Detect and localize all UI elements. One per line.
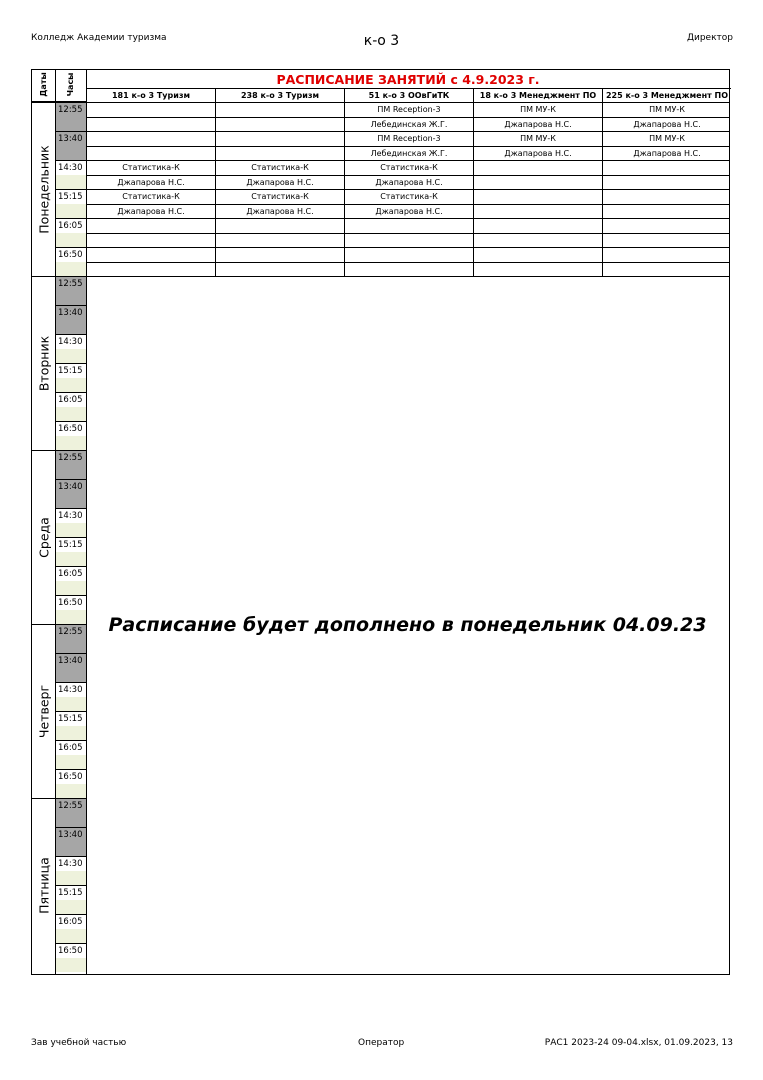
table-cell: Лебединская Ж.Г. xyxy=(344,118,473,132)
table-cell: Лебединская Ж.Г. xyxy=(344,147,473,161)
slot-shade xyxy=(55,320,86,334)
slot-shade xyxy=(55,465,86,479)
slot-shade xyxy=(55,726,86,740)
deputy-label: Зав учебной частью xyxy=(31,1038,127,1048)
slot-shade xyxy=(55,581,86,595)
time-label: 15:15 xyxy=(58,714,83,724)
table-cell: Джапарова Н.С. xyxy=(602,118,731,132)
dates-header: Даты xyxy=(39,72,48,97)
slot-shade xyxy=(55,349,86,363)
table-cell xyxy=(473,219,602,233)
hours-header: Часы xyxy=(66,72,75,97)
table-cell xyxy=(86,118,215,132)
time-label: 12:55 xyxy=(58,627,83,637)
day-cell xyxy=(32,624,55,798)
table-cell xyxy=(473,248,602,262)
time-slot xyxy=(55,856,86,885)
time-label: 13:40 xyxy=(58,308,83,318)
time-slot xyxy=(55,653,86,682)
table-cell xyxy=(473,234,602,248)
table-cell xyxy=(473,263,602,277)
time-slot xyxy=(55,914,86,943)
slot-shade xyxy=(55,784,86,798)
table-cell: Статистика-К xyxy=(344,190,473,204)
table-cell xyxy=(86,234,215,248)
slot-shade xyxy=(55,523,86,537)
table-cell xyxy=(86,248,215,262)
table-cell xyxy=(473,176,602,190)
table-cell xyxy=(473,205,602,219)
table-cell: ПМ МУ-К xyxy=(473,103,602,117)
time-label: 15:15 xyxy=(58,888,83,898)
slot-shade xyxy=(55,146,86,160)
table-cell: Джапарова Н.С. xyxy=(86,176,215,190)
time-slot xyxy=(55,595,86,624)
table-cell: ПМ МУ-К xyxy=(602,103,731,117)
time-slot xyxy=(55,305,86,334)
slot-shade xyxy=(55,552,86,566)
time-label: 14:30 xyxy=(58,337,83,347)
table-cell xyxy=(602,190,731,204)
table-row xyxy=(86,175,729,190)
time-slot xyxy=(55,682,86,711)
table-cell xyxy=(473,190,602,204)
divider xyxy=(55,70,56,974)
schedule-title: РАСПИСАНИЕ ЗАНЯТИЙ с 4.9.2023 г. xyxy=(276,72,540,87)
time-label: 16:50 xyxy=(58,250,83,260)
dates-header-cell xyxy=(32,70,55,102)
table-cell xyxy=(602,219,731,233)
time-slot xyxy=(55,711,86,740)
time-label: 16:05 xyxy=(58,221,83,231)
time-label: 12:55 xyxy=(58,801,83,811)
slot-shade xyxy=(55,291,86,305)
table-cell xyxy=(344,263,473,277)
slot-shade xyxy=(55,262,86,276)
slot-shade xyxy=(55,871,86,885)
table-cell: Джапарова Н.С. xyxy=(602,147,731,161)
table-row xyxy=(86,117,729,132)
table-cell: Статистика-К xyxy=(86,161,215,175)
table-cell xyxy=(602,176,731,190)
table-row xyxy=(86,247,729,262)
time-slot xyxy=(55,943,86,972)
table-row xyxy=(86,233,729,248)
day-cell xyxy=(32,450,55,624)
time-slot xyxy=(55,624,86,653)
time-slot xyxy=(55,450,86,479)
hours-header-cell xyxy=(55,70,86,102)
day-cell xyxy=(32,276,55,450)
day-label: Вторник xyxy=(36,335,51,392)
table-cell: Статистика-К xyxy=(86,190,215,204)
table-cell xyxy=(473,161,602,175)
operator-label: Оператор xyxy=(358,1038,405,1048)
group-header: 18 к-о 3 Менеджмент ПО xyxy=(473,88,602,102)
time-label: 16:50 xyxy=(58,598,83,608)
time-label: 16:05 xyxy=(58,917,83,927)
day-cell xyxy=(32,102,55,276)
time-label: 16:05 xyxy=(58,395,83,405)
slot-shade xyxy=(55,407,86,421)
table-cell xyxy=(344,234,473,248)
time-label: 15:15 xyxy=(58,540,83,550)
time-label: 16:50 xyxy=(58,424,83,434)
time-slot xyxy=(55,740,86,769)
building-label: к-о 3 xyxy=(363,33,400,49)
time-label: 12:55 xyxy=(58,279,83,289)
time-slot xyxy=(55,102,86,131)
group-header: 238 к-о 3 Туризм xyxy=(215,88,344,102)
day-label: Среда xyxy=(36,517,51,558)
time-label: 14:30 xyxy=(58,859,83,869)
slot-shade xyxy=(55,697,86,711)
notice-text: Расписание будет дополнено в понедельник 04.09.23 xyxy=(108,614,707,636)
group-header: 181 к-о 3 Туризм xyxy=(86,88,215,102)
time-slot xyxy=(55,479,86,508)
table-cell: Джапарова Н.С. xyxy=(86,205,215,219)
table-cell xyxy=(602,248,731,262)
table-cell xyxy=(215,219,344,233)
time-slot xyxy=(55,334,86,363)
table-cell xyxy=(215,118,344,132)
day-label: Пятница xyxy=(36,857,51,914)
time-label: 13:40 xyxy=(58,656,83,666)
time-label: 14:30 xyxy=(58,685,83,695)
slot-shade xyxy=(55,639,86,653)
table-cell xyxy=(86,147,215,161)
table-cell: ПМ Reception-3 xyxy=(344,132,473,146)
table-cell xyxy=(215,263,344,277)
table-cell xyxy=(86,263,215,277)
table-cell: ПМ МУ-К xyxy=(602,132,731,146)
time-slot xyxy=(55,421,86,450)
table-cell: Статистика-К xyxy=(344,161,473,175)
time-slot xyxy=(55,247,86,276)
slot-shade xyxy=(55,204,86,218)
time-label: 14:30 xyxy=(58,511,83,521)
table-row xyxy=(86,204,729,219)
table-cell: Джапарова Н.С. xyxy=(215,205,344,219)
time-label: 15:15 xyxy=(58,192,83,202)
slot-shade xyxy=(55,813,86,827)
time-label: 16:05 xyxy=(58,743,83,753)
slot-shade xyxy=(55,958,86,972)
table-cell xyxy=(86,132,215,146)
table-cell: Джапарова Н.С. xyxy=(473,147,602,161)
slot-shade xyxy=(55,610,86,624)
slot-shade xyxy=(55,436,86,450)
time-slot xyxy=(55,769,86,798)
time-label: 14:30 xyxy=(58,163,83,173)
time-slot xyxy=(55,566,86,595)
slot-shade xyxy=(55,233,86,247)
time-slot xyxy=(55,363,86,392)
time-slot xyxy=(55,392,86,421)
time-slot xyxy=(55,160,86,189)
slot-shade xyxy=(55,900,86,914)
time-slot xyxy=(55,827,86,856)
director-label: Директор xyxy=(686,33,733,43)
slot-shade xyxy=(55,378,86,392)
time-slot xyxy=(55,537,86,566)
table-cell xyxy=(215,234,344,248)
time-label: 13:40 xyxy=(58,830,83,840)
table-row xyxy=(86,218,729,233)
table-cell xyxy=(215,132,344,146)
table-cell: Джапарова Н.С. xyxy=(473,118,602,132)
table-cell: Статистика-К xyxy=(215,190,344,204)
table-cell: Джапарова Н.С. xyxy=(344,205,473,219)
group-header: 51 к-о 3 ООвГиТК xyxy=(344,88,473,102)
time-label: 13:40 xyxy=(58,482,83,492)
table-cell xyxy=(602,234,731,248)
table-row xyxy=(86,146,729,161)
day-label: Понедельник xyxy=(36,145,51,234)
time-label: 16:50 xyxy=(58,946,83,956)
table-cell xyxy=(344,219,473,233)
time-slot xyxy=(55,885,86,914)
table-cell xyxy=(86,219,215,233)
slot-shade xyxy=(55,668,86,682)
time-label: 13:40 xyxy=(58,134,83,144)
table-row xyxy=(86,189,729,204)
time-label: 12:55 xyxy=(58,453,83,463)
group-header: 225 к-о 3 Менеджмент ПО xyxy=(602,88,731,102)
slot-shade xyxy=(55,929,86,943)
time-label: 12:55 xyxy=(58,105,83,115)
time-label: 15:15 xyxy=(58,366,83,376)
table-cell: ПМ МУ-К xyxy=(473,132,602,146)
table-cell xyxy=(602,161,731,175)
file-info: РАС1 2023-24 09-04.xlsx, 01.09.2023, 13 xyxy=(544,1038,733,1048)
table-cell: Джапарова Н.С. xyxy=(344,176,473,190)
time-slot xyxy=(55,798,86,827)
time-slot xyxy=(55,131,86,160)
day-label: Четверг xyxy=(36,684,51,739)
time-slot xyxy=(55,218,86,247)
slot-shade xyxy=(55,494,86,508)
schedule-table xyxy=(31,69,730,975)
time-slot xyxy=(55,276,86,305)
table-cell xyxy=(344,248,473,262)
slot-shade xyxy=(55,175,86,189)
table-cell xyxy=(215,248,344,262)
time-label: 16:50 xyxy=(58,772,83,782)
day-cell xyxy=(32,798,55,972)
slot-shade xyxy=(55,755,86,769)
table-row xyxy=(86,131,729,146)
table-row xyxy=(86,160,729,175)
divider xyxy=(86,276,729,277)
time-slot xyxy=(55,189,86,218)
time-label: 16:05 xyxy=(58,569,83,579)
divider xyxy=(86,70,87,974)
table-cell xyxy=(215,103,344,117)
slot-shade xyxy=(55,117,86,131)
table-cell: Джапарова Н.С. xyxy=(215,176,344,190)
college-name: Колледж Академии туризма xyxy=(31,33,167,43)
table-cell: ПМ Reception-3 xyxy=(344,103,473,117)
table-cell: Статистика-К xyxy=(215,161,344,175)
table-row xyxy=(86,102,729,117)
table-cell xyxy=(86,103,215,117)
time-slot xyxy=(55,508,86,537)
slot-shade xyxy=(55,842,86,856)
table-cell xyxy=(602,263,731,277)
table-cell xyxy=(602,205,731,219)
table-row xyxy=(86,262,729,277)
table-cell xyxy=(215,147,344,161)
